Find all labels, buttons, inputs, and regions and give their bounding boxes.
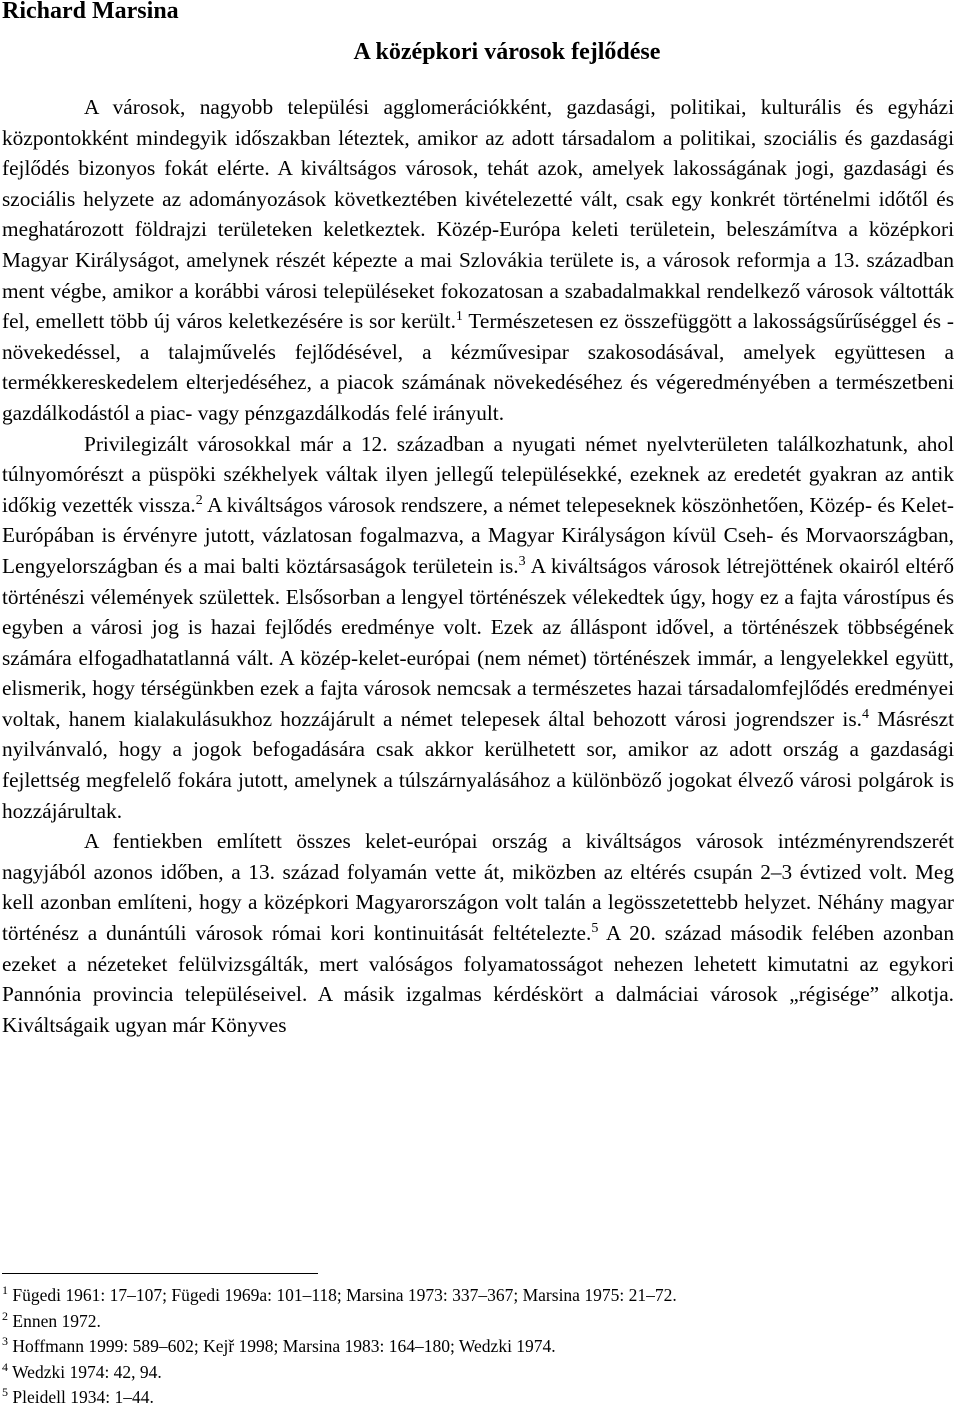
footnote-number: 5 (2, 1385, 8, 1400)
footnote-separator (2, 1273, 318, 1274)
text-run: A fentiekben említett összes kelet-európai ország a kiváltságos városok intézményrendszerét nagyjából azonos időben, a 13. század folyamán vette át, miközben az eltérés csupán 2–3 évtized volt. Meg kell azonban említeni, hogy a középkori Magyarországon volt talán a legösszetettebb helyzet. Néhány magyar történész a dunántúli városok római kori kontinuitását feltételezte. (2, 829, 954, 946)
footnote-number: 4 (2, 1359, 8, 1374)
footnote-text: Fügedi 1961: 17–107; Fügedi 1969a: 101–118; Marsina 1973: 337–367; Marsina 1975: 21–72. (12, 1285, 677, 1305)
text-run: A kiváltságos városok rendszere, a német telepeseknek köszönhetően, Közép- és Kelet-Európában is érvényre jutott, vázlatosan fogalmazva, a Magyar Királyságon kívül Cseh- és Morvaországban, Lengyelországban és a mai balti köztársaságok területein is. (2, 492, 954, 578)
footnote (2, 1334, 952, 1360)
text-run: Másrészt nyilvánvaló, hogy a jogok befogadására csak akkor kerülhetett sor, amikor az adott ország a gazdasági fejlettség megfelelő fokára jutott, amelynek a túlszárnyalásához a különböző jogokat élvező városi polgárok is hozzájárultak. (2, 706, 954, 823)
text-run: Természetesen ez összefüggött a lakosságsűrűséggel és -növekedéssel, a talajművelés fejlődésével, a kézművesipar szakosodásával, amelyek együttesen a termékkereskedelem elterjedéséhez, a piacok számának növekedéséhez és végeredményében a természetbeni gazdálkodástól a piac- vagy pénzgazdálkodás felé irányult. (2, 309, 954, 425)
text-run: A városok, nagyobb települési agglomerációkként, gazdasági, politikai, kulturális és egyházi központokként mindegyik időszakban léteztek, amikor az adott társadalom a politikai, szociális és gazdasági fejlődés bizonyos fokát elérte. A kiváltságos városok, tehát azok, amelyek lakosságának jogi, gazdasági és szociális helyzete az adományozások következtében kivételezetté vált, csak egy konkrét történelmi időtől és meghatározott földrajzi területeken keletkeztek. Közép-Európa keleti területein, beleszámítva a középkori Magyar Királyságot, amelynek részét képezte a mai Szlovákia területe is, a városok reformja a 13. században ment végbe, amikor a korábbi városi településeket fokozatosan a szabadalmakkal rendelkező városok váltották fel, emellett több új város keletkezésére is sor került. (2, 95, 954, 334)
footnote (2, 1309, 952, 1335)
footnote-text: Hoffmann 1999: 589–602; Kejř 1998; Marsina 1983: 164–180; Wedzki 1974. (12, 1336, 556, 1357)
text-run: Privilegizált városokkal már a 12. században a nyugati német nyelvterületen találkozhatunk, ahol túlnyomórészt a püspöki székhelyek váltak ilyen jellegű településekké, ezeknek az eredetét gyakran az antik időkig vezették vissza. (2, 431, 954, 517)
footnote-text: Ennen 1972. (12, 1310, 101, 1331)
footnote-ref: 2 (195, 492, 203, 508)
footnote-ref: 5 (591, 921, 599, 937)
paragraph (2, 826, 954, 1040)
footnote (2, 1360, 952, 1386)
footnote-number: 3 (2, 1334, 8, 1349)
body-text (2, 92, 954, 1040)
footnote-ref: 3 (518, 553, 526, 569)
footnotes (2, 1283, 952, 1411)
text-run: A 20. század második felében azonban ezeket a nézeteket felülvizsgálták, mert valóságos folyamatosságot nehezen lehetett kimutatni az egykori Pannónia provincia településeivel. A másik izgalmas kérdéskört a dalmáciai városok „régisége” alkotja. Kiváltságaik ugyan már Könyves (2, 921, 954, 1037)
author-name: Richard Marsina (2, 0, 179, 24)
footnote-number: 2 (2, 1308, 8, 1323)
paragraph (2, 429, 954, 827)
footnote (2, 1283, 952, 1309)
text-run: A kiváltságos városok létrejöttének okairól eltérő történészi vélemények születtek. Elsősorban a lengyel történészek vélekedtek úgy, hogy ez a fajta várostípus és egyben a városi jog is hazai fejlődés eredménye volt. Ezek az álláspont idővel, a történészek többségének számára elfogadhatatlanná vált. A közép-kelet-európai (nem német) történészek immár, a lengyelekkel együtt, elismerik, hogy térségünkben ezek a fajta városok nemcsak a természetes hazai társadalomfejlődés eredményei voltak, hanem kialakulásukhoz hozzájárult a német telepesek által behozott városi jogrendszer is. (2, 553, 954, 731)
footnote-ref: 4 (861, 706, 869, 722)
footnote-ref: 1 (455, 309, 463, 325)
footnote-number: 1 (2, 1283, 8, 1297)
footnote (2, 1385, 952, 1411)
document-title: A középkori városok fejlődése (353, 39, 661, 65)
paragraph (2, 92, 954, 429)
footnote-text: Pleidell 1934: 1–44. (12, 1387, 154, 1408)
footnote-text: Wedzki 1974: 42, 94. (12, 1361, 162, 1382)
